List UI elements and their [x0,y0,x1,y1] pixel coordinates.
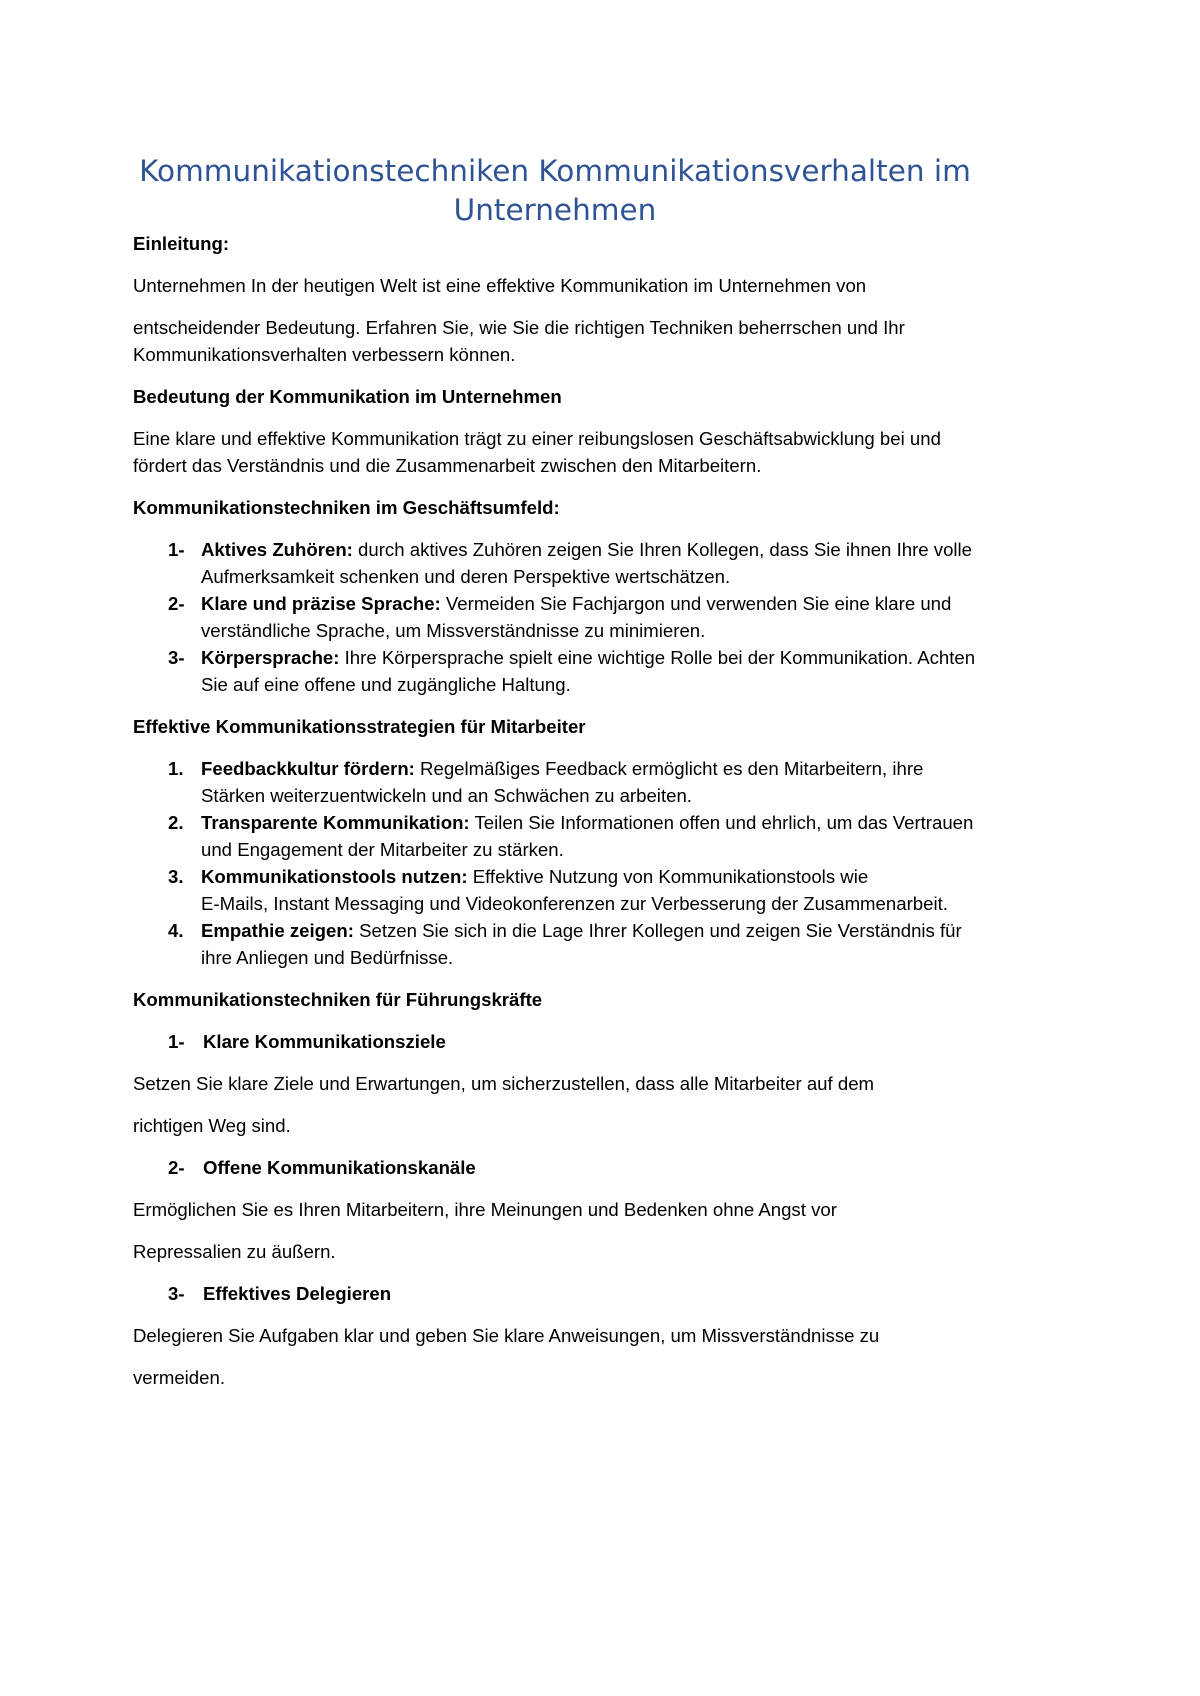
paragraph-line: entscheidender Bedeutung. Erfahren Sie, wie Sie die richtigen Techniken beherrschen und Ihr [133,317,905,338]
technique-list [133,536,1013,698]
subsection [133,1154,1013,1265]
list-marker: 1- [168,539,185,560]
list-marker: 2- [168,593,185,614]
list-item-label: Transparente Kommunikation: [201,812,470,833]
list-item-line [201,590,1013,617]
list-item [133,755,1013,809]
list-item-line [201,536,1013,563]
list-marker: 1. [168,758,184,779]
paragraph [133,425,1013,479]
list-item-text: durch aktives Zuhören zeigen Sie Ihren Kollegen, dass Sie ihnen Ihre volle [358,539,973,560]
paragraph [133,1112,1013,1139]
paragraph-line: richtigen Weg sind. [133,1115,291,1136]
list-item-text: Teilen Sie Informationen offen und ehrlich, um das Vertrauen [474,812,974,833]
list-marker: 3. [168,866,184,887]
paragraph [133,1070,1013,1097]
list-item [133,644,1013,698]
paragraph-line: vermeiden. [133,1367,225,1388]
paragraph [133,314,1013,368]
section-introduction [133,230,1013,368]
subsection-heading [133,1028,1013,1055]
document-title: Kommunikationstechniken Kommunikationsverhalten im Unternehmen [139,154,971,227]
list-item-line [201,755,1013,782]
strategy-list [133,755,1013,971]
subsection-title: Offene Kommunikationskanäle [203,1157,476,1178]
subsection-heading [133,1280,1013,1307]
paragraph [133,1196,1013,1223]
section-heading: Kommunikationstechniken für Führungskräfte [133,989,543,1010]
section-heading: Kommunikationstechniken im Geschäftsumfeld: [133,497,560,518]
list-item-text: ihre Anliegen und Bedürfnisse. [201,947,454,968]
subsection-title: Klare Kommunikationsziele [203,1031,446,1052]
list-item-label: Kommunikationstools nutzen: [201,866,468,887]
paragraph-line: Delegieren Sie Aufgaben klar und geben Sie klare Anweisungen, um Missverständnisse zu [133,1325,880,1346]
list-item-text: Sie auf eine offene und zugängliche Haltung. [201,674,571,695]
list-item-label: Feedbackkultur fördern: [201,758,415,779]
paragraph-line: fördert das Verständnis und die Zusammenarbeit zwischen den Mitarbeitern. [133,455,762,476]
paragraph [133,272,1013,299]
list-item [133,590,1013,644]
list-item-text: Setzen Sie sich in die Lage Ihrer Kollegen und zeigen Sie Verständnis für [359,920,962,941]
section-heading: Effektive Kommunikationsstrategien für Mitarbeiter [133,716,586,737]
section-heading: Einleitung: [133,233,230,254]
section-heading: Bedeutung der Kommunikation im Unternehmen [133,386,562,407]
section-importance [133,383,1013,479]
list-item-text: verständliche Sprache, um Missverständnisse zu minimieren. [201,620,706,641]
list-item-line [201,644,1013,671]
list-item-label: Empathie zeigen: [201,920,354,941]
subsection-marker: 2- [168,1157,185,1178]
list-item-label: Körpersprache: [201,647,340,668]
paragraph [133,1364,1013,1391]
list-item-text: Aufmerksamkeit schenken und deren Perspektive wertschätzen. [201,566,731,587]
paragraph [133,1238,1013,1265]
document-body [133,230,1013,1406]
paragraph-line: Ermöglichen Sie es Ihren Mitarbeitern, ihre Meinungen und Bedenken ohne Angst vor [133,1199,837,1220]
list-item [133,917,1013,971]
list-item-line [201,863,1013,890]
list-marker: 4. [168,920,184,941]
list-marker: 3- [168,647,185,668]
list-marker: 2. [168,812,184,833]
list-item-text: und Engagement der Mitarbeiter zu stärken. [201,839,564,860]
paragraph-line: Kommunikationsverhalten verbessern können. [133,344,516,365]
paragraph-line: Unternehmen In der heutigen Welt ist eine effektive Kommunikation im Unternehmen von [133,275,867,296]
subsection [133,1280,1013,1391]
list-item-line [201,809,1013,836]
paragraph-line: Eine klare und effektive Kommunikation trägt zu einer reibungslosen Geschäftsabwicklung bei und [133,428,941,449]
list-item-text: Vermeiden Sie Fachjargon und verwenden Sie eine klare und [445,593,952,614]
list-item-label: Klare und präzise Sprache: [201,593,441,614]
subsection-title: Effektives Delegieren [203,1283,392,1304]
list-item [133,863,1013,917]
section-strategies [133,713,1013,971]
list-item-text: Effektive Nutzung von Kommunikationstools wie [472,866,869,887]
paragraph [133,1322,1013,1349]
list-item [133,809,1013,863]
section-leadership [133,986,1013,1391]
list-item [133,536,1013,590]
list-item-text: Stärken weiterzuentwickeln und an Schwächen zu arbeiten. [201,785,692,806]
paragraph-line: Repressalien zu äußern. [133,1241,336,1262]
subsection-marker: 1- [168,1031,185,1052]
list-item-text: E-Mails, Instant Messaging und Videokonferenzen zur Verbesserung der Zusammenarbeit. [201,893,948,914]
subsection-marker: 3- [168,1283,185,1304]
list-item-label: Aktives Zuhören: [201,539,353,560]
paragraph-line: Setzen Sie klare Ziele und Erwartungen, um sicherzustellen, dass alle Mitarbeiter auf dem [133,1073,875,1094]
list-item-line [201,917,1013,944]
list-item-text: Ihre Körpersprache spielt eine wichtige Rolle bei der Kommunikation. Achten [344,647,976,668]
list-item-text: Regelmäßiges Feedback ermöglicht es den Mitarbeitern, ihre [420,758,924,779]
subsection-heading [133,1154,1013,1181]
section-techniques [133,494,1013,698]
subsection [133,1028,1013,1139]
